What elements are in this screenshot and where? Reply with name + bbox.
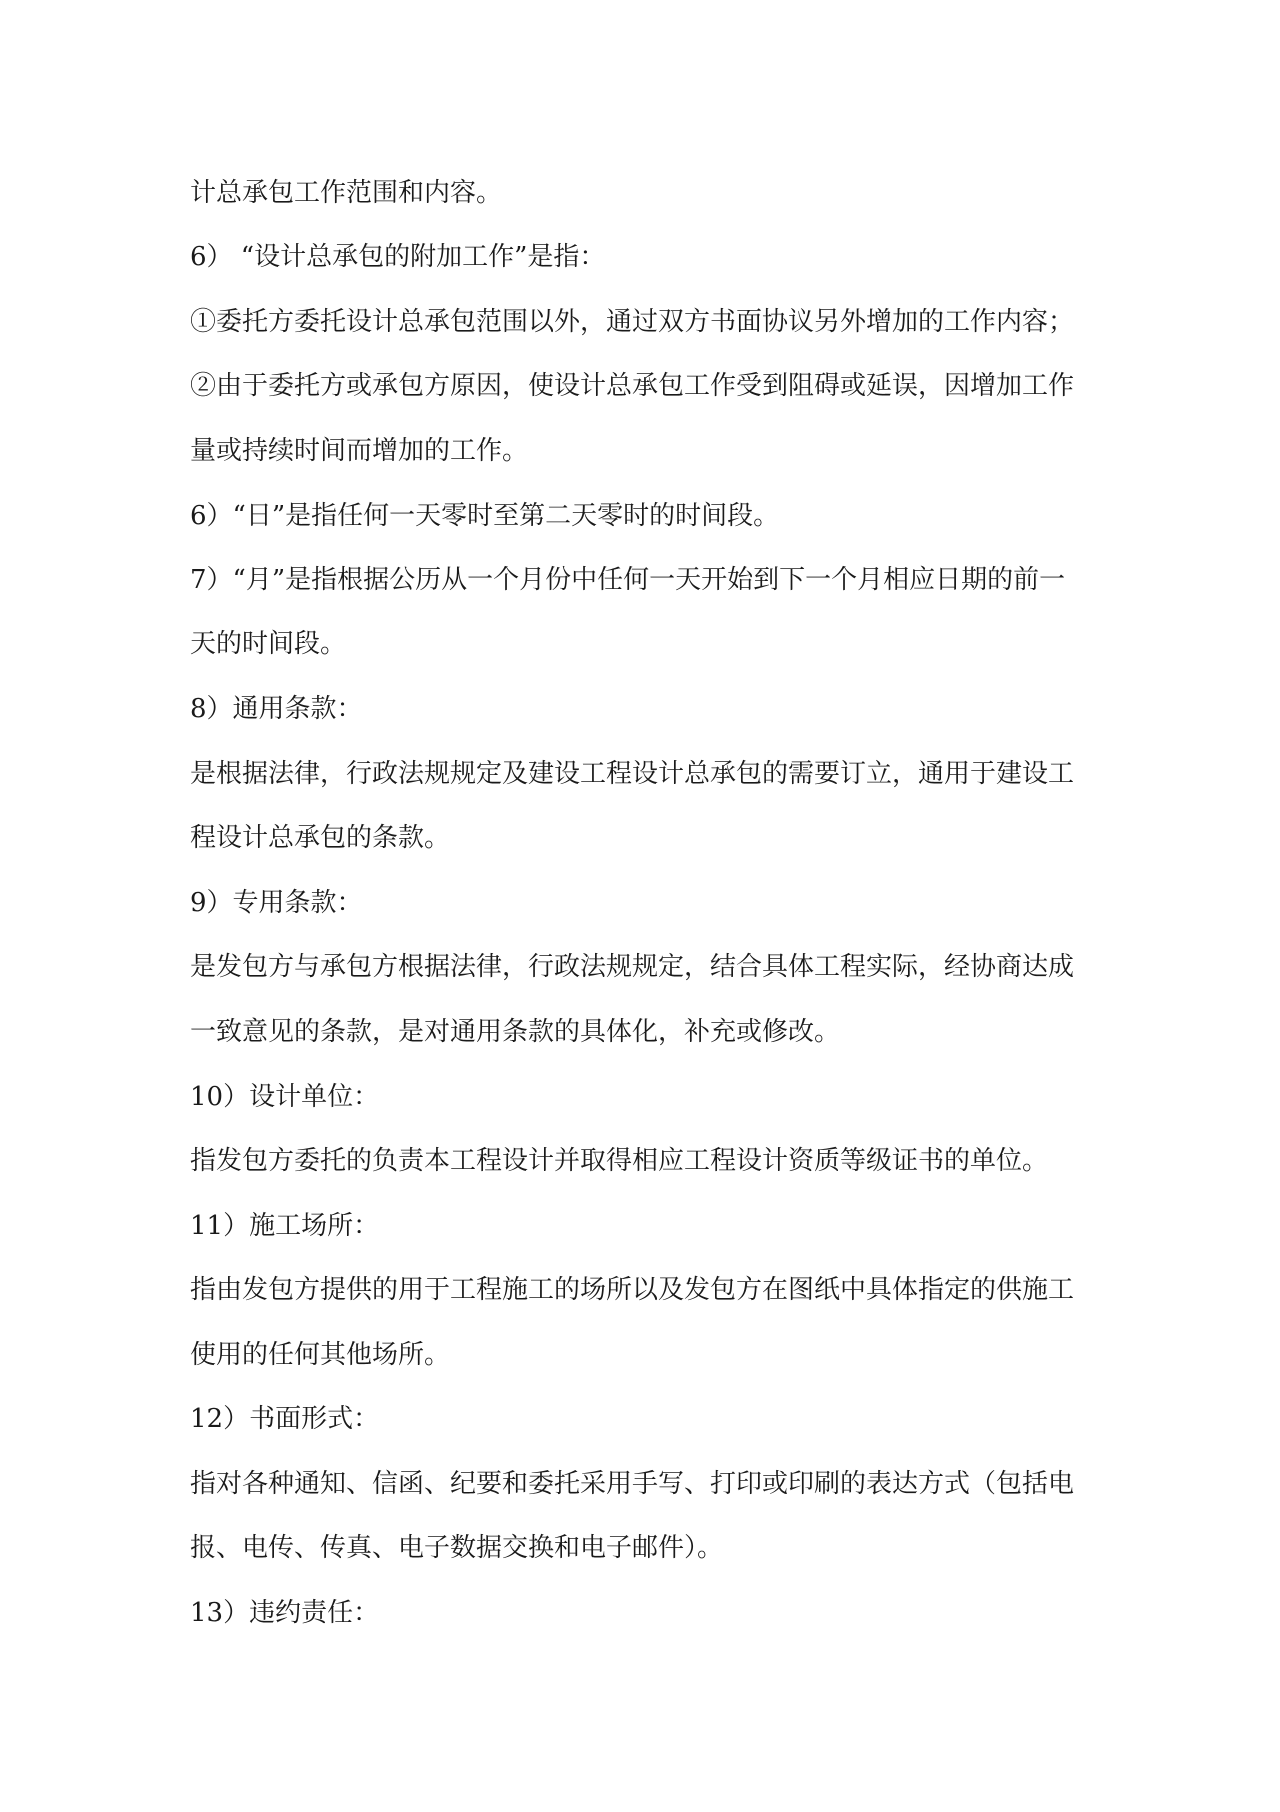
text-line: 是发包方与承包方根据法律，行政法规规定，结合具体工程实际，经协商达成 <box>190 952 1075 982</box>
clause-heading: 9）专用条款： <box>190 888 363 918</box>
text-line: 报、电传、传真、电子数据交换和电子邮件）。 <box>190 1533 724 1563</box>
text-line: 一致意见的条款，是对通用条款的具体化，补充或修改。 <box>190 1017 841 1047</box>
clause-heading: 13）违约责任： <box>190 1598 380 1628</box>
text-line: 指对各种通知、信函、纪要和委托采用手写、打印或印刷的表达方式（包括电 <box>190 1469 1075 1499</box>
clause-heading: 8）通用条款： <box>190 694 363 724</box>
clause-heading: 6）“日”是指任何一天零时至第二天零时的时间段。 <box>190 501 780 531</box>
clause-heading: 7）“月”是指根据公历从一个月份中任何一天开始到下一个月相应日期的前一 <box>190 565 1066 595</box>
clause-heading: 11）施工场所： <box>190 1211 380 1241</box>
text-line: 天的时间段。 <box>190 629 347 659</box>
clause-heading: 12）书面形式： <box>190 1404 380 1434</box>
text-line: 程设计总承包的条款。 <box>190 823 451 853</box>
clause-heading: 10）设计单位： <box>190 1082 380 1112</box>
clause-heading: 6） “设计总承包的附加工作”是指： <box>190 242 606 272</box>
text-line: 使用的任何其他场所。 <box>190 1340 451 1370</box>
text-line: 量或持续时间而增加的工作。 <box>190 436 529 466</box>
text-line: 计总承包工作范围和内容。 <box>190 178 503 208</box>
text-line: 指发包方委托的负责本工程设计并取得相应工程设计资质等级证书的单位。 <box>190 1146 1049 1176</box>
text-line: 是根据法律，行政法规规定及建设工程设计总承包的需要订立，通用于建设工 <box>190 759 1075 789</box>
text-line: ②由于委托方或承包方原因，使设计总承包工作受到阻碍或延误，因增加工作 <box>190 371 1075 401</box>
text-line: 指由发包方提供的用于工程施工的场所以及发包方在图纸中具体指定的供施工 <box>190 1275 1075 1305</box>
text-line: ①委托方委托设计总承包范围以外，通过双方书面协议另外增加的工作内容； <box>190 307 1075 337</box>
